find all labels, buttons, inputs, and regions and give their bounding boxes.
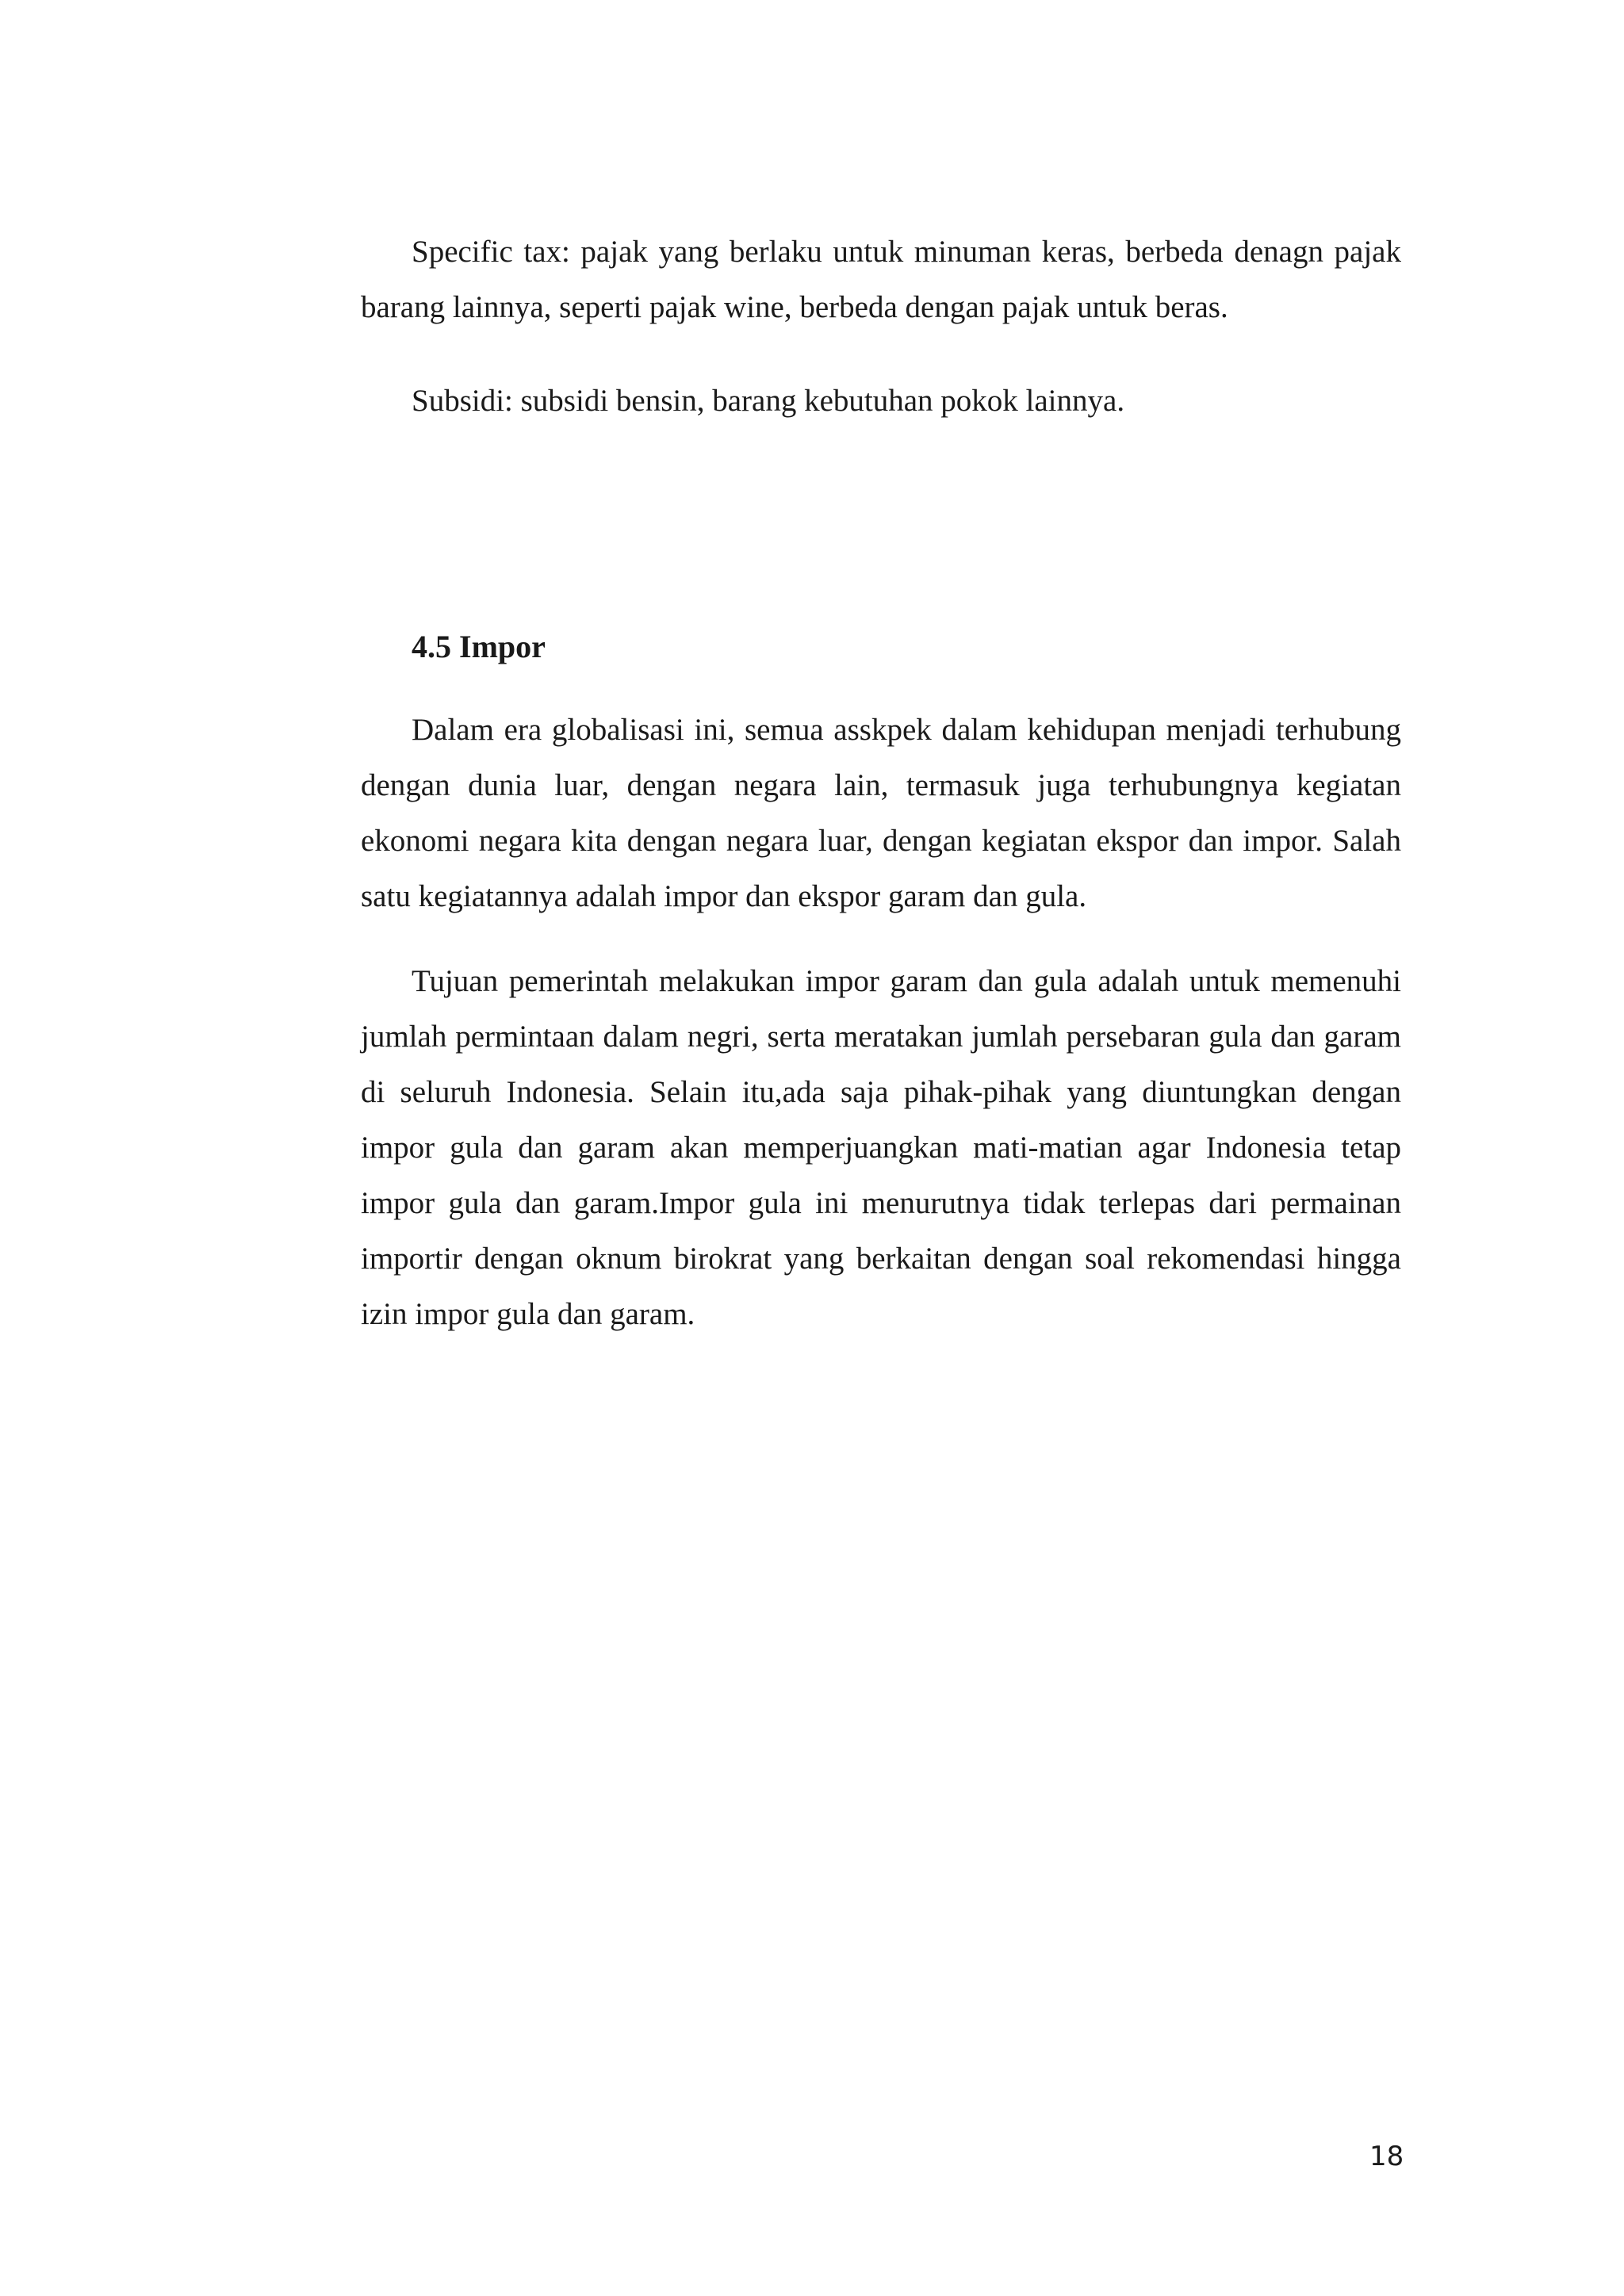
paragraph-specific-tax: Specific tax: pajak yang berlaku untuk minuman keras, berbeda denagn pajak barang lainnya, seperti pajak wine, berbeda dengan pajak untuk beras. [361, 235, 1401, 324]
paragraph-block [361, 702, 1401, 924]
paragraph-block [361, 954, 1401, 1342]
paragraph-globalisasi: Dalam era globalisasi ini, semua asskpek dalam kehidupan menjadi terhubung dengan dunia luar, dengan negara lain, termasuk juga terhubungnya kegiatan ekonomi negara kita dengan negara luar, dengan kegiatan ekspor dan impor. Salah satu kegiatannya adalah impor dan ekspor garam dan gula. [361, 713, 1401, 913]
paragraph-tujuan: Tujuan pemerintah melakukan impor garam dan gula adalah untuk memenuhi jumlah permintaan dalam negri, serta meratakan jumlah persebaran gula dan garam di seluruh Indonesia. Selain itu,ada saja pihak-pihak yang diuntungkan dengan impor gula dan garam akan memperjuangkan mati-matian agar Indonesia tetap impor gula dan garam.Impor gula ini menurutnya tidak terlepas dari permainan importir dengan oknum birokrat yang berkaitan dengan soal rekomendasi hingga izin impor gula dan garam. [361, 964, 1401, 1331]
paragraph-block [361, 373, 1401, 429]
paragraph-subsidi: Subsidi: subsidi bensin, barang kebutuhan pokok lainnya. [412, 384, 1125, 418]
paragraph-block [361, 224, 1401, 335]
page-number: 18 [1369, 2141, 1404, 2172]
section-heading: 4.5 Impor [412, 629, 546, 664]
